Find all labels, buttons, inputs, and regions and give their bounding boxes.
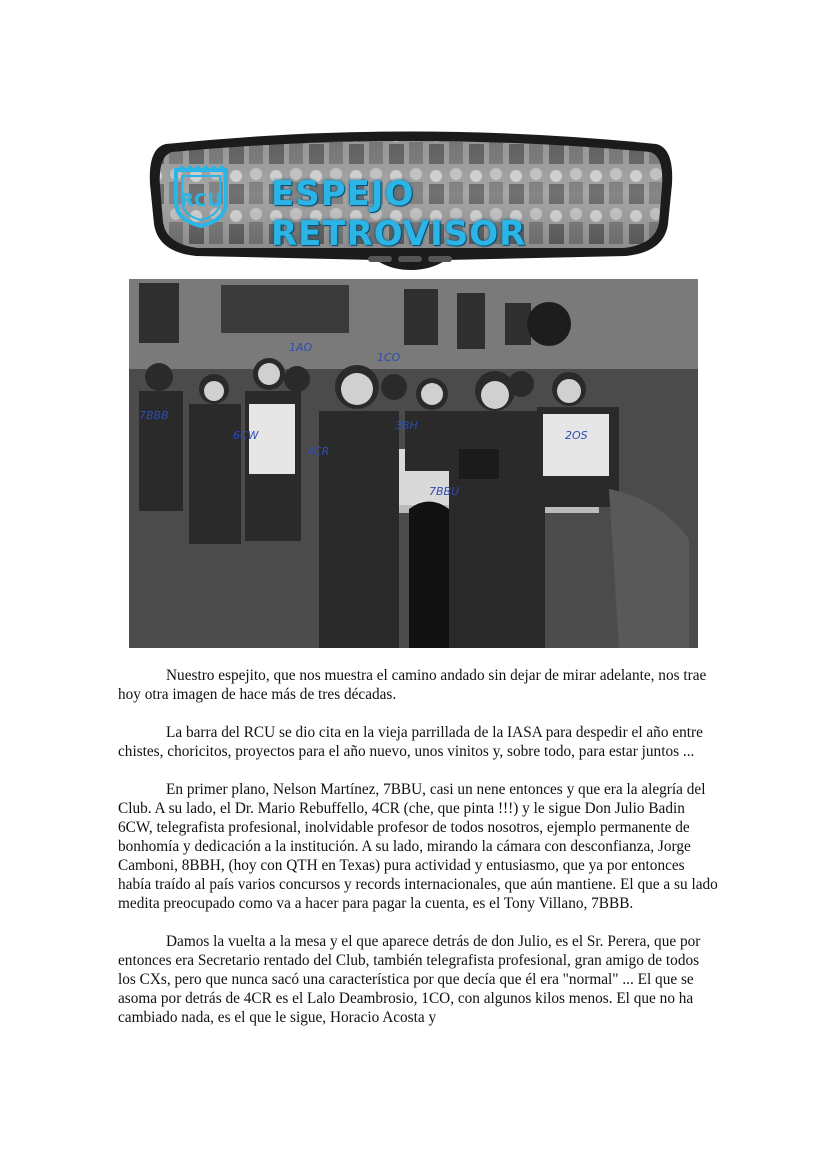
- photo-label-7bbu: 7BBU: [429, 485, 460, 498]
- banner-mirror: [146, 124, 676, 272]
- article-paragraph: La barra del RCU se dio cita en la vieja parrillada de la IASA para despedir el año entre chistes, choricitos, proyectos para el año nuevo, unos vinitos y, sobre todo, para estar juntos ...: [118, 724, 703, 760]
- photo-label-3bh: 3BH: [395, 419, 418, 432]
- rcu-logo-icon: [168, 162, 234, 228]
- photo-label-6cw: 6CW: [233, 429, 259, 442]
- group-photo: [129, 279, 698, 648]
- article-paragraph: En primer plano, Nelson Martínez, 7BBU, casi un nene entonces y que era la alegría del Club. A su lado, el Dr. Mario Rebuffello, 4CR (che, que pinta !!!) y le sigue Don Julio Badin 6CW, telegrafista profesional, inolvidable profesor de todos nosotros, ejemplo permanente de bonhomía y dedicación a la institución. A su lado, mirando la cámara con desconfianza, Jorge Camboni, 8BBH, (hoy con QTH en Texas) pura actividad y entusiasmo, que ya por entonces había traído al país varios concursos y records internacionales, que aún mantiene. El que a su lado medita preocupado como va a hacer para pagar la cuenta, es el Tony Villano, 7BBB.: [118, 781, 718, 912]
- banner-title: ESPEJO RETROVISOR: [271, 174, 527, 254]
- article-body: [118, 666, 718, 1046]
- photo-label-7bbb: 7BBB: [139, 409, 169, 422]
- photo-label-4cr: 4CR: [307, 445, 330, 458]
- photo-label-2os: 2OS: [565, 429, 588, 442]
- article-paragraph: Nuestro espejito, que nos muestra el camino andado sin dejar de mirar adelante, nos trae hoy otra imagen de hace más de tres décadas.: [118, 667, 707, 703]
- article-paragraph: Damos la vuelta a la mesa y el que aparece detrás de don Julio, es el Sr. Perera, que por entonces era Secretario rentado del Club, también telegrafista profesional, gran amigo de todos los CXs, pero que nunca sacó una característica por que decía que él era "normal" ... El que se asoma por detrás de 4CR es el Lalo Deambrosio, 1CO, con algunos kilos menos. El que no ha cambiado nada, es el que le sigue, Horacio Acosta y: [118, 933, 701, 1026]
- photo-label-1co: 1CO: [377, 351, 401, 364]
- photo-label-1ao: 1AO: [289, 341, 313, 354]
- rcu-logo-text: RCU: [180, 190, 222, 211]
